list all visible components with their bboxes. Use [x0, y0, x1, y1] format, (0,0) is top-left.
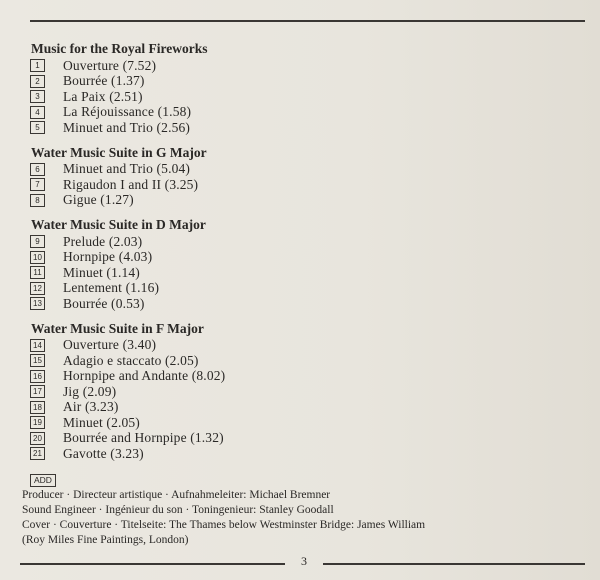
- track-title: Minuet and Trio (2.56): [63, 119, 191, 135]
- track-title: Adagio e staccato (2.05): [63, 352, 199, 368]
- track-title: Ouverture (7.52): [63, 57, 157, 73]
- track-number-box: 2: [30, 75, 45, 88]
- track-title: Minuet (2.05): [63, 414, 140, 430]
- tracklist-section: [30, 320, 550, 462]
- section-heading: Water Music Suite in F Major: [31, 320, 204, 336]
- track-number-box: 20: [30, 432, 45, 445]
- track-number-box: 9: [30, 235, 45, 248]
- track-number-box: 7: [30, 178, 45, 191]
- credit-engineer: Sound Engineer · Ingénieur du son · Toningenieur: Stanley Goodall: [22, 504, 334, 516]
- track-row: [30, 265, 550, 281]
- track-number-box: 11: [30, 266, 45, 279]
- track-title: Gavotte (3.23): [63, 445, 144, 461]
- track-title: La Réjouissance (1.58): [63, 104, 192, 120]
- track-row: [30, 415, 550, 431]
- track-row: [30, 58, 550, 74]
- track-number-box: 4: [30, 106, 45, 119]
- track-title: Bourrée (1.37): [63, 73, 145, 89]
- add-badge: ADD: [30, 474, 56, 487]
- tracklist-section: [30, 144, 550, 209]
- track-number-box: 19: [30, 416, 45, 429]
- track-row: [30, 369, 550, 385]
- page-number: 3: [301, 554, 307, 568]
- track-number-box: 12: [30, 282, 45, 295]
- track-title: Minuet (1.14): [63, 264, 140, 280]
- track-title: Prelude (2.03): [63, 233, 143, 249]
- track-row: [30, 162, 550, 178]
- tracklist-section: [30, 216, 550, 312]
- footer-divider-left: [20, 563, 285, 565]
- track-row: [30, 193, 550, 209]
- track-title: Hornpipe and Andante (8.02): [63, 368, 226, 384]
- credits-block: [22, 488, 582, 548]
- page-footer: [20, 554, 585, 569]
- track-row: [30, 89, 550, 105]
- track-title: Lentement (1.16): [63, 280, 160, 296]
- track-row: [30, 338, 550, 354]
- track-title: Hornpipe (4.03): [63, 249, 153, 265]
- tracklist: [30, 40, 550, 488]
- track-row: [30, 105, 550, 121]
- track-number-box: 21: [30, 447, 45, 460]
- track-title: Minuet and Trio (5.04): [63, 161, 191, 177]
- section-heading: Water Music Suite in G Major: [31, 144, 207, 160]
- track-row: [30, 431, 550, 447]
- track-title: Bourrée (0.53): [63, 295, 145, 311]
- credit-producer: Producer · Directeur artistique · Aufnahmeleiter: Michael Bremner: [22, 489, 331, 501]
- track-title: Jig (2.09): [63, 383, 117, 399]
- track-number-box: 17: [30, 385, 45, 398]
- track-row: [30, 74, 550, 90]
- track-row: [30, 446, 550, 462]
- track-row: [30, 250, 550, 266]
- footer-divider-right: [323, 563, 585, 565]
- track-title: Air (3.23): [63, 399, 119, 415]
- section-heading: Music for the Royal Fireworks: [31, 41, 208, 56]
- track-row: [30, 234, 550, 250]
- track-number-box: 5: [30, 121, 45, 134]
- section-heading: Water Music Suite in D Major: [31, 217, 206, 232]
- track-number-box: 15: [30, 354, 45, 367]
- track-number-box: 3: [30, 90, 45, 103]
- track-number-box: 1: [30, 59, 45, 72]
- track-title: Rigaudon I and II (3.25): [63, 176, 199, 192]
- track-title: La Paix (2.51): [63, 88, 143, 104]
- track-number-box: 16: [30, 370, 45, 383]
- track-row: [30, 177, 550, 193]
- track-row: [30, 296, 550, 312]
- track-row: [30, 353, 550, 369]
- track-number-box: 10: [30, 251, 45, 264]
- track-title: Bourrée and Hornpipe (1.32): [63, 430, 224, 446]
- tracklist-section: [30, 40, 550, 136]
- track-row: [30, 120, 550, 136]
- track-row: [30, 384, 550, 400]
- track-number-box: 18: [30, 401, 45, 414]
- track-title: Gigue (1.27): [63, 192, 134, 208]
- track-row: [30, 281, 550, 297]
- credit-cover-source: (Roy Miles Fine Paintings, London): [22, 534, 189, 546]
- track-number-box: 13: [30, 297, 45, 310]
- credit-cover: Cover · Couverture · Titelseite: The Thames below Westminster Bridge: James William: [22, 519, 426, 531]
- track-number-box: 14: [30, 339, 45, 352]
- track-number-box: 8: [30, 194, 45, 207]
- track-number-box: 6: [30, 163, 45, 176]
- track-title: Ouverture (3.40): [63, 337, 157, 353]
- track-row: [30, 400, 550, 416]
- top-divider: [30, 20, 585, 22]
